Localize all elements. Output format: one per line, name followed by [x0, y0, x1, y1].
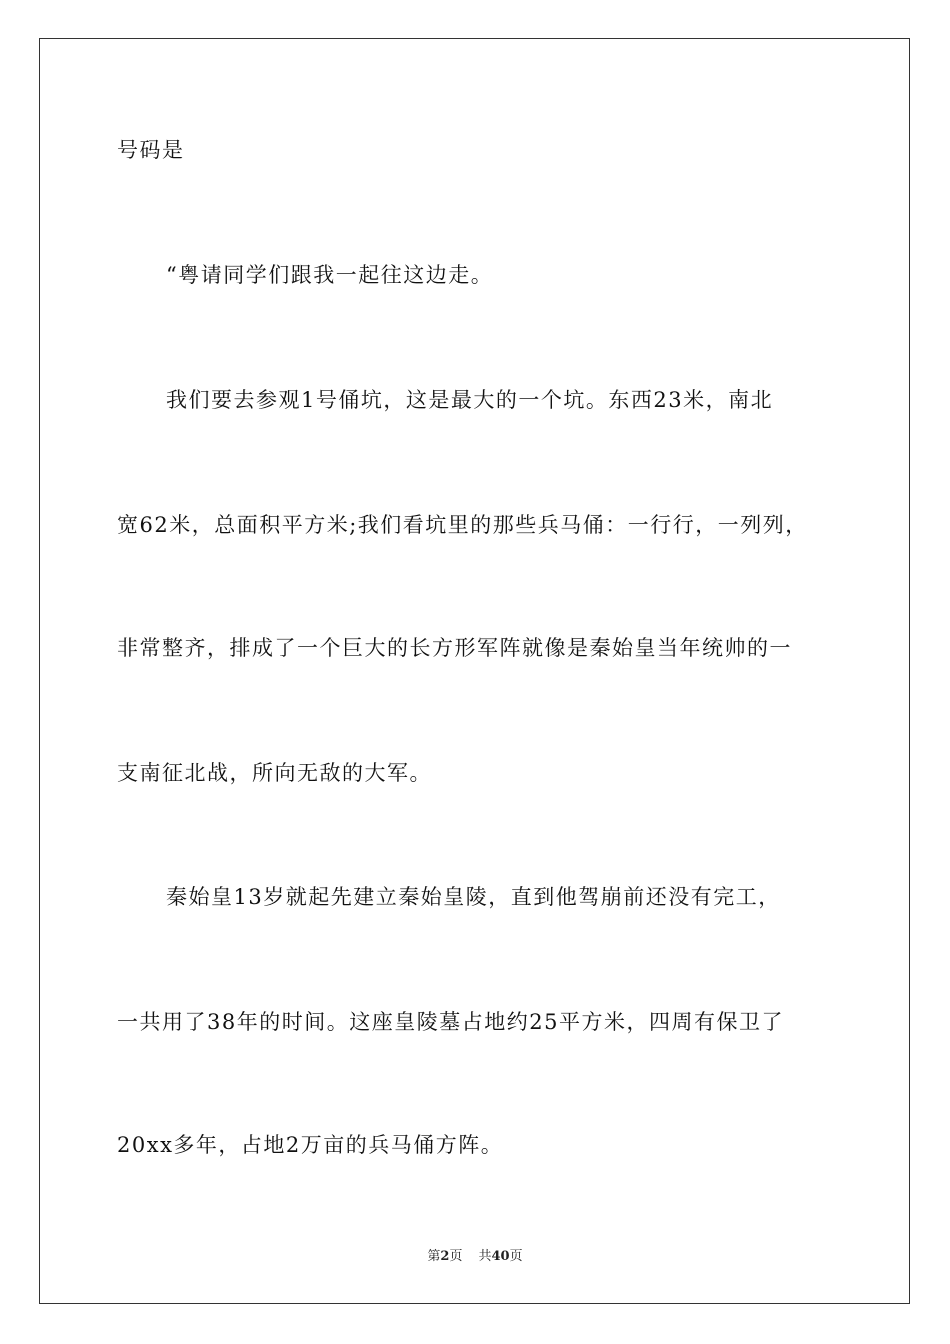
- total-pages: 40: [491, 1249, 510, 1264]
- text-line: 20xx多年，占地2万亩的兵马俑方阵。: [117, 1133, 504, 1157]
- page-frame: [39, 38, 910, 1304]
- text-line: 秦始皇13岁就起先建立秦始皇陵，直到他驾崩前还没有完工，: [166, 885, 781, 909]
- total-suffix: 页: [509, 1249, 523, 1264]
- text-line: 号码是: [117, 138, 185, 162]
- total-prefix: 共: [478, 1249, 492, 1264]
- page-prefix: 第: [427, 1249, 441, 1264]
- text-line: 一共用了38年的时间。这座皇陵墓占地约25平方米，四周有保卫了: [117, 1010, 784, 1034]
- text-line: 我们要去参观1号俑坑，这是最大的一个坑。东西23米，南北: [166, 388, 774, 412]
- text-line: 支南征北战，所向无敌的大军。: [117, 761, 432, 785]
- text-line: 非常整齐，排成了一个巨大的长方形军阵就像是秦始皇当年统帅的一: [117, 636, 792, 660]
- page-number: 2: [440, 1249, 450, 1264]
- text-line: “粤请同学们跟我一起往这边走。: [166, 263, 494, 287]
- page-suffix: 页: [449, 1249, 463, 1264]
- text-line: 宽62米，总面积平方米;我们看坑里的那些兵马俑：一行行，一列列，: [117, 513, 808, 537]
- page-footer: [0, 1248, 950, 1266]
